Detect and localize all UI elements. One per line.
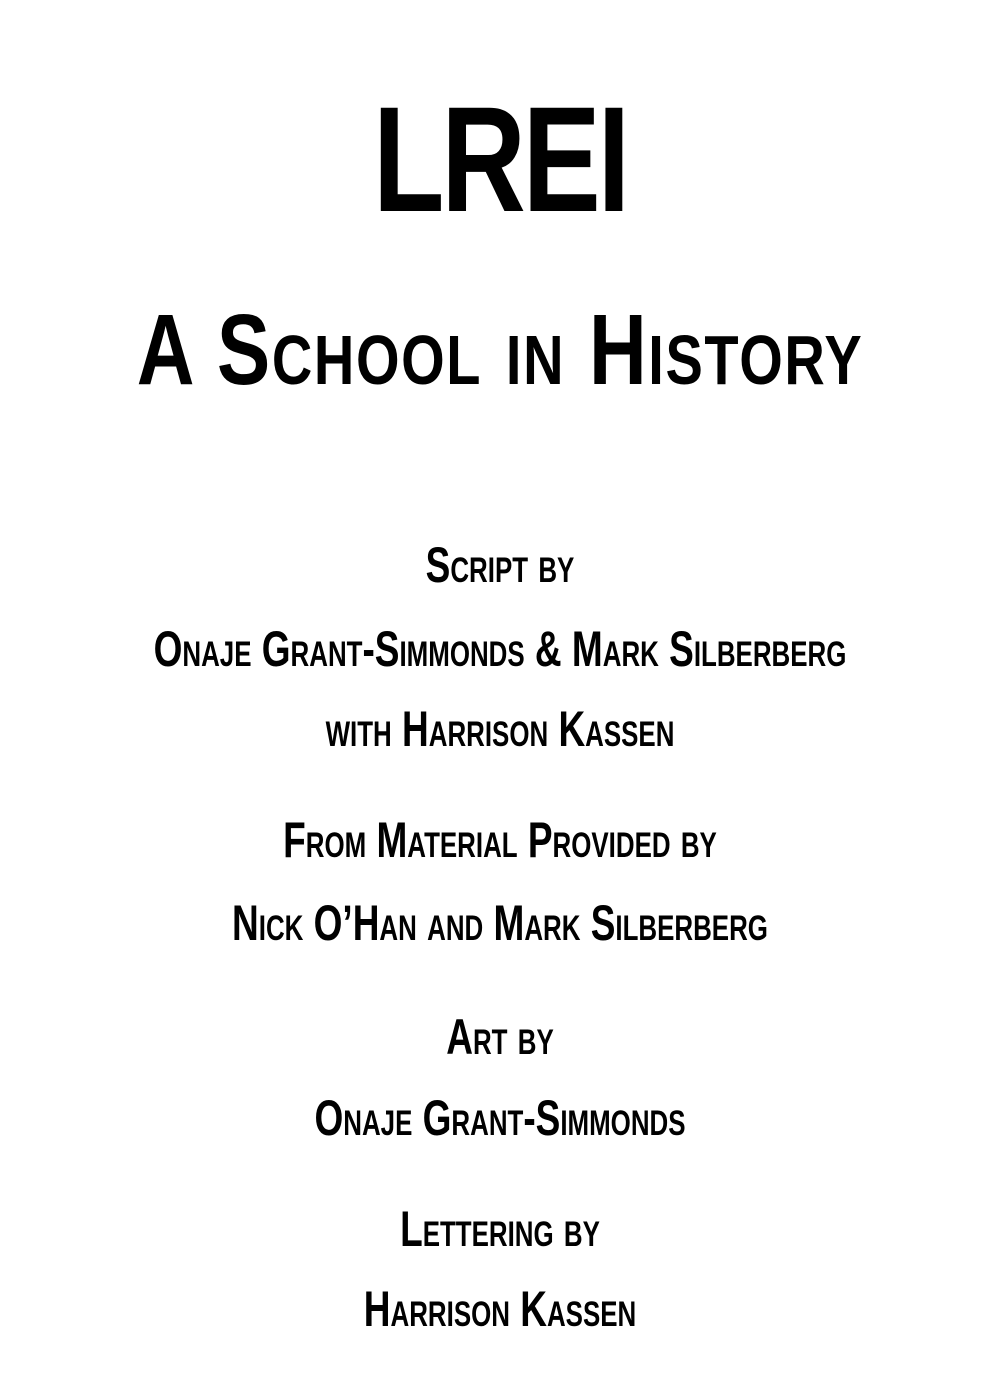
lettering-credit-name: Harrison Kassen (363, 1281, 637, 1337)
script-credit-name-1: Onaje Grant-Simmonds & Mark Silberberg (153, 621, 847, 677)
material-credit-name: Nick O’Han and Mark Silberberg (232, 895, 768, 951)
art-credit-name: Onaje Grant-Simmonds (314, 1090, 686, 1146)
book-title: LREI (372, 75, 628, 243)
script-credit-role: Script by (425, 537, 575, 593)
lettering-credit-role: Lettering by (400, 1201, 600, 1257)
art-credit-role: Art by (446, 1009, 554, 1065)
script-credit-name-2: with Harrison Kassen (325, 701, 675, 757)
material-credit-role: From Material Provided by (283, 812, 717, 868)
book-subtitle: A School in History (136, 294, 864, 406)
